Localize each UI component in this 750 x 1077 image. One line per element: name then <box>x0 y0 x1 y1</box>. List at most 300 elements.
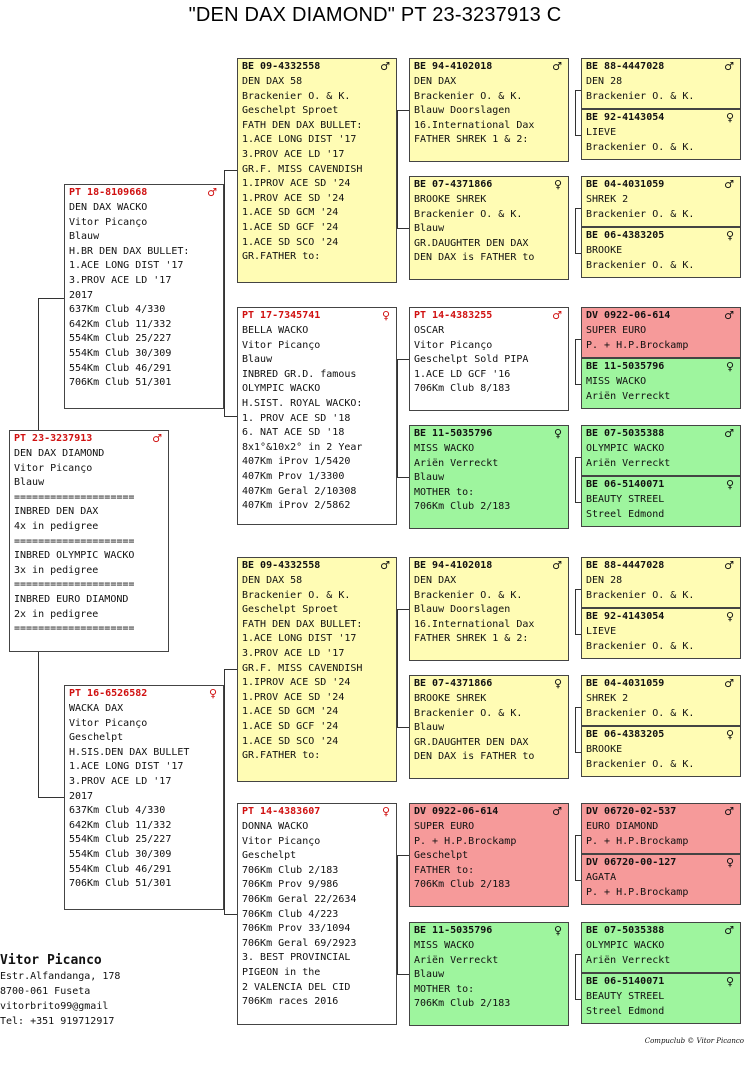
band-number: BE 07-5035388 <box>586 428 665 439</box>
band-header <box>586 728 736 743</box>
pedigree-line: 642Km Club 11/332 <box>69 318 172 330</box>
pedigree-line: GR.F. MISS CAVENDISH <box>242 163 363 175</box>
pedigree-line: GR.F. MISS CAVENDISH <box>242 662 363 674</box>
pedigree-card-sire <box>64 184 224 409</box>
pedigree-line: Streel Edmond <box>586 1005 665 1017</box>
connector-line <box>575 90 576 135</box>
connector-line <box>575 954 576 999</box>
band-header <box>586 229 736 244</box>
sex-icon: ♀ <box>725 975 734 988</box>
connector-line <box>224 914 237 915</box>
band-header <box>242 60 392 75</box>
pedigree-line: Blauw <box>14 477 45 489</box>
pedigree-line: BROOKE <box>586 744 623 755</box>
pedigree-line: 706Km Geral 69/2923 <box>242 937 357 949</box>
pedigree-line: 706Km Club 4/223 <box>242 908 339 920</box>
pedigree-line: 1.ACE LD GCF '16 <box>414 368 511 380</box>
pedigree-line: 2 VALENCIA DEL CID <box>242 981 351 993</box>
sex-icon: ♂ <box>552 805 562 818</box>
pedigree-line: SUPER EURO <box>414 821 475 832</box>
pedigree-card-g14 <box>581 854 741 905</box>
pedigree-line: 1.ACE SD GCF '24 <box>242 720 339 732</box>
pedigree-line: Blauw <box>242 354 273 366</box>
band-number: PT 16-6526582 <box>69 688 148 699</box>
pedigree-card-sdd <box>409 425 569 529</box>
pedigree-line: Brackenier O. & K. <box>586 589 695 601</box>
band-header <box>586 111 736 126</box>
connector-line <box>397 974 409 975</box>
pedigree-card-g4 <box>581 227 741 278</box>
connector-line <box>575 634 581 635</box>
sex-icon: ♂ <box>207 186 217 199</box>
pedigree-line: LIEVE <box>586 626 617 637</box>
pedigree-card-g10 <box>581 608 741 659</box>
pedigree-line: Ariën Verreckt <box>414 954 499 966</box>
band-number: PT 18-8109668 <box>69 187 148 198</box>
band-number: BE 92-4143054 <box>586 112 665 123</box>
sex-icon: ♀ <box>725 111 734 124</box>
pedigree-line: Brackenier O. & K. <box>586 758 695 770</box>
connector-line <box>575 954 581 955</box>
pedigree-line: MISS WACKO <box>586 376 647 387</box>
pedigree-line: 407Km iProv 1/5420 <box>242 456 351 468</box>
pedigree-line: DEN 28 <box>586 575 623 586</box>
band-header <box>414 178 564 193</box>
band-number: BE 07-4371866 <box>414 678 493 689</box>
pedigree-line: 1.PROV ACE SD '24 <box>242 192 345 204</box>
connector-line <box>575 339 576 384</box>
connector-line <box>224 416 237 417</box>
pedigree-line: 1.ACE LONG DIST '17 <box>242 134 357 146</box>
pedigree-line: DEN DAX WACKO <box>69 202 148 213</box>
pedigree-line: LIEVE <box>586 127 617 138</box>
pedigree-line: OLYMPIC WACKO <box>586 940 665 951</box>
band-header <box>69 687 219 702</box>
band-header <box>586 610 736 625</box>
connector-line <box>575 457 581 458</box>
connector-line <box>38 298 39 430</box>
pedigree-card-dsd <box>409 675 569 779</box>
sex-icon: ♀ <box>725 856 734 869</box>
pedigree-line: INBRED DEN DAX <box>14 506 99 518</box>
pedigree-line: 1.ACE LONG DIST '17 <box>69 260 184 272</box>
band-header <box>414 309 564 324</box>
pedigree-line: FATHER to: <box>414 864 475 876</box>
pedigree-line: 706Km Prov 33/1094 <box>242 923 351 935</box>
connector-line <box>575 502 581 503</box>
band-number: BE 94-4102018 <box>414 560 493 571</box>
band-number: BE 06-4383205 <box>586 729 665 740</box>
connector-line <box>575 589 576 634</box>
band-header <box>586 478 736 493</box>
pedigree-line: Blauw <box>414 969 445 981</box>
pedigree-line: P. + H.P.Brockamp <box>586 886 689 898</box>
pedigree-line: 16.International Dax <box>414 119 535 131</box>
pedigree-line: 16.International Dax <box>414 618 535 630</box>
footer-credit: Compuclub © Vitor Picanco <box>644 1037 744 1045</box>
pedigree-line: 1.ACE LONG DIST '17 <box>242 633 357 645</box>
connector-line <box>575 339 581 340</box>
pedigree-line: ==================== <box>14 535 135 547</box>
pedigree-line: DEN 28 <box>586 76 623 87</box>
connector-line <box>397 110 398 228</box>
pedigree-card-sire-sire <box>237 58 397 283</box>
pedigree-line: 2017 <box>69 289 94 301</box>
pedigree-line: Streel Edmond <box>586 508 665 520</box>
pedigree-line: 3.PROV ACE LD '17 <box>69 775 172 787</box>
pedigree-line: DEN DAX is FATHER to <box>414 252 535 264</box>
pedigree-line: Brackenier O. & K. <box>242 90 351 102</box>
band-number: BE 07-4371866 <box>414 179 493 190</box>
pedigree-line: 706Km Club 2/183 <box>414 501 511 513</box>
pedigree-line: FATH DEN DAX BULLET: <box>242 119 363 131</box>
pedigree-line: GR.FATHER to: <box>242 251 321 263</box>
connector-line <box>397 855 409 856</box>
pedigree-line: 3x in pedigree <box>14 564 99 576</box>
sex-icon: ♀ <box>725 229 734 242</box>
pedigree-line: WACKA DAX <box>69 703 124 714</box>
pedigree-line: 706Km Club 51/301 <box>69 878 172 890</box>
connector-line <box>575 707 576 752</box>
pedigree-line: GR.DAUGHTER DEN DAX <box>414 736 529 748</box>
band-header <box>586 924 736 939</box>
sex-icon: ♀ <box>381 309 390 322</box>
pedigree-line: 554Km Club 46/291 <box>69 863 172 875</box>
pedigree-line: DEN DAX is FATHER to <box>414 751 535 763</box>
connector-line <box>224 170 225 416</box>
pedigree-line: 4x in pedigree <box>14 520 99 532</box>
connector-line <box>397 359 398 477</box>
page-title: "DEN DAX DIAMOND" PT 23-3237913 C <box>188 4 562 26</box>
sex-icon: ♀ <box>553 924 562 937</box>
connector-line <box>575 835 581 836</box>
sex-icon: ♀ <box>725 610 734 623</box>
band-number: BE 88-4447028 <box>586 61 665 72</box>
pedigree-line: GR.FATHER to: <box>242 750 321 762</box>
pedigree-line: 1.ACE SD GCF '24 <box>242 221 339 233</box>
pedigree-line: Geschelpt Sold PIPA <box>414 354 529 366</box>
pedigree-line: 3. BEST PROVINCIAL <box>242 952 351 964</box>
band-header <box>414 427 564 442</box>
sex-icon: ♀ <box>725 728 734 741</box>
sex-icon: ♀ <box>725 478 734 491</box>
pedigree-line: OSCAR <box>414 325 445 336</box>
pedigree-card-dss <box>409 557 569 661</box>
band-number: DV 06720-02-537 <box>586 806 677 817</box>
sex-icon: ♂ <box>552 559 562 572</box>
pedigree-line: Blauw Doorslagen <box>414 105 511 117</box>
sex-icon: ♀ <box>725 360 734 373</box>
band-header <box>414 60 564 75</box>
band-header <box>586 427 736 442</box>
pedigree-card-g11 <box>581 675 741 726</box>
pedigree-line: Geschelpt <box>414 850 469 862</box>
pedigree-line: Geschelpt <box>69 732 124 744</box>
band-number: BE 09-4332558 <box>242 560 321 571</box>
band-header <box>69 186 219 201</box>
pedigree-line: Brackenier O. & K. <box>414 589 523 601</box>
pedigree-card-g1 <box>581 58 741 109</box>
owner-name: Vitor Picanco <box>0 953 102 968</box>
pedigree-card-g15 <box>581 922 741 973</box>
pedigree-line: 1.ACE SD SCO '24 <box>242 735 339 747</box>
pedigree-line: 554Km Club 30/309 <box>69 347 172 359</box>
band-header <box>414 677 564 692</box>
pedigree-line: 407Km Geral 2/10308 <box>242 485 357 497</box>
sex-icon: ♂ <box>724 924 734 937</box>
connector-line <box>397 609 398 727</box>
pedigree-line: 3.PROV ACE LD '17 <box>69 274 172 286</box>
owner-phone: Tel: +351 919712917 <box>0 1016 115 1027</box>
band-header <box>586 360 736 375</box>
pedigree-line: Brackenier O. & K. <box>586 141 695 153</box>
pedigree-line: ==================== <box>14 623 135 635</box>
connector-line <box>575 707 581 708</box>
pedigree-line: Brackenier O. & K. <box>414 707 523 719</box>
band-number: PT 14-4383255 <box>414 310 493 321</box>
pedigree-line: OLYMPIC WACKO <box>586 443 665 454</box>
pedigree-line: 642Km Club 11/332 <box>69 819 172 831</box>
connector-line <box>38 652 39 798</box>
pedigree-line: 554Km Club 30/309 <box>69 848 172 860</box>
connector-line <box>397 477 409 478</box>
band-header <box>414 559 564 574</box>
connector-line <box>575 999 581 1000</box>
pedigree-card-g5 <box>581 307 741 358</box>
pedigree-line: Vitor Picanço <box>69 717 148 729</box>
pedigree-line: Blauw <box>69 231 100 243</box>
pedigree-line: 407Km iProv 2/5862 <box>242 500 351 512</box>
pedigree-line: MISS WACKO <box>414 443 475 454</box>
pedigree-line: BROOKE <box>586 245 623 256</box>
owner-contact <box>0 952 120 1029</box>
connector-line <box>397 110 409 111</box>
pedigree-line: H.SIST. ROYAL WACKO: <box>242 397 363 409</box>
band-header <box>414 805 564 820</box>
pedigree-line: Blauw <box>414 722 445 734</box>
pedigree-card-ssd <box>409 176 569 280</box>
pedigree-line: Vitor Picanço <box>242 339 321 351</box>
pedigree-line: 1.ACE SD GCM '24 <box>242 706 339 718</box>
pedigree-line: 637Km Club 4/330 <box>69 805 166 817</box>
pedigree-line: Brackenier O. & K. <box>414 90 523 102</box>
pedigree-line: Vitor Picanço <box>414 339 493 351</box>
sex-icon: ♀ <box>553 427 562 440</box>
band-number: BE 06-4383205 <box>586 230 665 241</box>
connector-line <box>224 170 237 171</box>
pedigree-line: DEN DAX <box>414 76 457 87</box>
connector-line <box>575 208 581 209</box>
band-number: PT 17-7345741 <box>242 310 321 321</box>
sex-icon: ♂ <box>724 178 734 191</box>
pedigree-line: 706Km Club 51/301 <box>69 377 172 389</box>
pedigree-line: Vitor Picanço <box>242 835 321 847</box>
pedigree-line: 554Km Club 25/227 <box>69 834 172 846</box>
pedigree-line: PIGEON in the <box>242 966 321 978</box>
pedigree-line: EURO DIAMOND <box>586 821 659 832</box>
band-number: BE 09-4332558 <box>242 61 321 72</box>
pedigree-line: MISS WACKO <box>414 940 475 951</box>
pedigree-line: 1.ACE SD SCO '24 <box>242 236 339 248</box>
connector-line <box>397 359 409 360</box>
band-number: BE 06-5140071 <box>586 976 665 987</box>
connector-line <box>397 727 409 728</box>
connector-line <box>575 589 581 590</box>
sex-icon: ♂ <box>724 60 734 73</box>
pedigree-line: FATHER SHREK 1 & 2: <box>414 633 529 645</box>
pedigree-line: GR.DAUGHTER DEN DAX <box>414 237 529 249</box>
pedigree-line: 554Km Club 25/227 <box>69 333 172 345</box>
pedigree-card-sss <box>409 58 569 162</box>
pedigree-line: Vitor Picanço <box>69 216 148 228</box>
pedigree-line: MOTHER to: <box>414 486 475 498</box>
pedigree-line: BROOKE SHREK <box>414 693 487 704</box>
pedigree-line: DEN DAX 58 <box>242 76 303 87</box>
connector-line <box>575 384 581 385</box>
pedigree-line: 706Km races 2016 <box>242 996 339 1008</box>
band-number: BE 11-5035796 <box>586 361 665 372</box>
sex-icon: ♀ <box>208 687 217 700</box>
pedigree-card-g16 <box>581 973 741 1024</box>
pedigree-line: Blauw <box>414 223 445 235</box>
connector-line <box>575 253 581 254</box>
pedigree-line: SHREK 2 <box>586 693 629 704</box>
pedigree-line: FATHER SHREK 1 & 2: <box>414 134 529 146</box>
pedigree-line: 6. NAT ACE SD '18 <box>242 427 345 439</box>
pedigree-line: 1.IPROV ACE SD '24 <box>242 178 351 190</box>
band-number: BE 94-4102018 <box>414 61 493 72</box>
pedigree-line: Geschelpt <box>242 850 297 862</box>
connector-line <box>575 90 581 91</box>
pedigree-line: 706Km Club 2/183 <box>414 879 511 891</box>
pedigree-line: 1.IPROV ACE SD '24 <box>242 677 351 689</box>
pedigree-line: INBRED GR.D. famous <box>242 368 357 380</box>
band-number: BE 04-4031059 <box>586 678 665 689</box>
connector-line <box>38 298 64 299</box>
connector-line <box>397 855 398 974</box>
owner-email: vitorbrito99@gmail <box>0 1001 109 1012</box>
pedigree-line: 2017 <box>69 790 94 802</box>
pedigree-line: Geschelpt Sproet <box>242 105 339 117</box>
pedigree-line: MOTHER to: <box>414 983 475 995</box>
band-header <box>14 432 164 447</box>
pedigree-line: INBRED EURO DIAMOND <box>14 593 129 605</box>
pedigree-line: ==================== <box>14 579 135 591</box>
sex-icon: ♂ <box>552 60 562 73</box>
band-header <box>586 178 736 193</box>
pedigree-line: Brackenier O. & K. <box>586 208 695 220</box>
sex-icon: ♂ <box>724 677 734 690</box>
pedigree-line: Brackenier O. & K. <box>242 589 351 601</box>
band-header <box>414 924 564 939</box>
pedigree-line: H.BR DEN DAX BULLET: <box>69 245 190 257</box>
connector-line <box>38 797 64 798</box>
connector-line <box>397 228 409 229</box>
pedigree-card-subject <box>9 430 169 652</box>
pedigree-line: BROOKE SHREK <box>414 194 487 205</box>
pedigree-card-dam-sire <box>237 557 397 782</box>
pedigree-card-g8 <box>581 476 741 527</box>
band-header <box>586 559 736 574</box>
band-header <box>242 559 392 574</box>
band-number: BE 04-4031059 <box>586 179 665 190</box>
band-header <box>586 856 736 871</box>
pedigree-line: 1.ACE SD GCM '24 <box>242 207 339 219</box>
owner-address: Estr.Alfandanga, 178 <box>0 971 121 982</box>
sex-icon: ♂ <box>724 427 734 440</box>
band-header <box>586 975 736 990</box>
pedigree-line: Blauw Doorslagen <box>414 604 511 616</box>
pedigree-card-g13 <box>581 803 741 854</box>
pedigree-card-sire-dam <box>237 307 397 525</box>
pedigree-line: 1. PROV ACE SD '18 <box>242 412 351 424</box>
pedigree-line: BEAUTY STREEL <box>586 991 665 1002</box>
band-number: DV 06720-00-127 <box>586 857 677 868</box>
band-number: BE 92-4143054 <box>586 611 665 622</box>
pedigree-line: Brackenier O. & K. <box>414 208 523 220</box>
sex-icon: ♂ <box>380 559 390 572</box>
pedigree-line: 3.PROV ACE LD '17 <box>242 148 345 160</box>
pedigree-line: ==================== <box>14 491 135 503</box>
pedigree-line: 706Km Club 8/183 <box>414 383 511 395</box>
pedigree-card-ddd <box>409 922 569 1026</box>
pedigree-card-g7 <box>581 425 741 476</box>
sex-icon: ♀ <box>381 805 390 818</box>
sex-icon: ♂ <box>724 559 734 572</box>
pedigree-line: 706Km Club 2/183 <box>414 998 511 1010</box>
owner-city: 8700-061 Fuseta <box>0 986 91 997</box>
connector-line <box>575 880 581 881</box>
pedigree-line: Brackenier O. & K. <box>586 259 695 271</box>
pedigree-line: Ariën Verreckt <box>586 954 671 966</box>
pedigree-line: Brackenier O. & K. <box>586 90 695 102</box>
band-header <box>586 805 736 820</box>
pedigree-line: P. + H.P.Brockamp <box>414 835 517 847</box>
sex-icon: ♀ <box>553 677 562 690</box>
pedigree-line: AGATA <box>586 872 617 883</box>
band-number: BE 88-4447028 <box>586 560 665 571</box>
sex-icon: ♀ <box>553 178 562 191</box>
band-number: PT 14-4383607 <box>242 806 321 817</box>
pedigree-line: FATH DEN DAX BULLET: <box>242 618 363 630</box>
band-number: PT 23-3237913 <box>14 433 93 444</box>
sex-icon: ♂ <box>380 60 390 73</box>
band-number: BE 07-5035388 <box>586 925 665 936</box>
pedigree-line: Vitor Picanço <box>14 462 93 474</box>
pedigree-line: H.SIS.DEN DAX BULLET <box>69 746 190 758</box>
pedigree-line: 637Km Club 4/330 <box>69 304 166 316</box>
pedigree-line: 706Km Club 2/183 <box>242 864 339 876</box>
sex-icon: ♂ <box>152 432 162 445</box>
pedigree-line: Ariën Verreckt <box>586 390 671 402</box>
pedigree-line: OLYMPIC WACKO <box>242 383 321 395</box>
band-header <box>586 60 736 75</box>
pedigree-line: 8x1°&10x2° in 2 Year <box>242 441 363 453</box>
pedigree-card-g9 <box>581 557 741 608</box>
band-number: BE 11-5035796 <box>414 428 493 439</box>
pedigree-line: Geschelpt Sproet <box>242 604 339 616</box>
sex-icon: ♂ <box>724 309 734 322</box>
pedigree-line: Blauw <box>414 472 445 484</box>
pedigree-card-dam-dam <box>237 803 397 1025</box>
pedigree-line: 2x in pedigree <box>14 608 99 620</box>
pedigree-card-dam <box>64 685 224 910</box>
pedigree-line: 3.PROV ACE LD '17 <box>242 647 345 659</box>
band-header <box>586 677 736 692</box>
pedigree-line: DONNA WACKO <box>242 821 309 832</box>
pedigree-card-g2 <box>581 109 741 160</box>
connector-line <box>575 135 581 136</box>
